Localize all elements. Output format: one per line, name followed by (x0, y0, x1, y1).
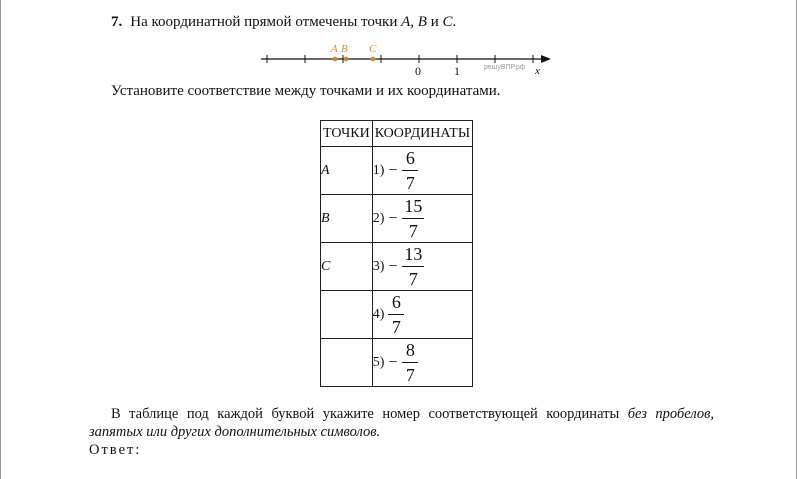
coordinate-option (373, 149, 419, 192)
point-c-marker (371, 57, 376, 62)
table-row (321, 291, 473, 339)
option-number: 4) (372, 306, 385, 322)
question-sep-2: и (426, 14, 443, 30)
coordinate-cell (372, 339, 472, 387)
watermark: решуВПР.рф (484, 64, 526, 71)
question-sep-1: , (410, 14, 418, 30)
minus-sign: − (388, 209, 398, 227)
option-number: 3) (372, 258, 385, 274)
answer-label: Ответ: (89, 442, 142, 458)
fraction (402, 149, 418, 192)
question-point-c: C (442, 14, 453, 30)
axis-arrow-icon (541, 55, 551, 63)
coordinate-option (373, 341, 419, 384)
header-points: ТОЧКИ (321, 121, 373, 147)
question-point-b: B (417, 14, 427, 30)
fraction-denominator: 7 (405, 173, 415, 193)
point-cell: B (321, 195, 373, 243)
footer-paragraph (89, 405, 714, 441)
fraction (402, 341, 418, 384)
point-a-marker (333, 57, 338, 62)
point-cell: A (321, 147, 373, 195)
option-number: 2) (372, 210, 385, 226)
table-row (321, 195, 473, 243)
question-line (111, 14, 456, 31)
instruction-text: Установите соответствие между точками и их координатами. (111, 83, 501, 99)
zero-label: 0 (415, 64, 421, 78)
footer-italic-text: без пробелов, запятых или других дополнительных символов. (89, 406, 715, 440)
question-text: На координатной прямой отмечены точки (130, 14, 402, 30)
coordinate-option (373, 197, 425, 240)
point-a-label: A (331, 43, 338, 55)
question-number: 7. (111, 14, 123, 30)
fraction (402, 197, 424, 240)
minus-sign: − (388, 353, 398, 371)
point-cell: C (321, 243, 373, 291)
point-b-marker (344, 57, 349, 62)
axis-label: x (535, 65, 540, 77)
matching-table (320, 120, 473, 387)
fraction (388, 293, 404, 336)
fraction (402, 245, 424, 288)
fraction-denominator: 7 (405, 365, 415, 385)
coordinate-cell (372, 195, 472, 243)
one-label: 1 (454, 64, 460, 78)
option-number: 5) (372, 354, 385, 370)
option-number: 1) (372, 162, 385, 178)
coordinate-cell (372, 147, 472, 195)
point-b-label: B (341, 43, 348, 55)
coordinate-cell (372, 243, 472, 291)
table-row (321, 339, 473, 387)
header-coords: КООРДИНАТЫ (372, 121, 472, 147)
minus-sign: − (388, 161, 398, 179)
question-end: . (452, 14, 457, 30)
point-cell (321, 291, 373, 339)
point-c-label: C (369, 43, 377, 55)
table-row (321, 147, 473, 195)
fraction-numerator: 15 (402, 197, 424, 219)
fraction-denominator: 7 (391, 317, 401, 337)
fraction-denominator: 7 (408, 221, 418, 241)
table-header-row (321, 121, 473, 147)
footer-instructions (89, 405, 714, 459)
fraction-denominator: 7 (408, 269, 418, 289)
number-line (256, 38, 556, 80)
table-row (321, 243, 473, 291)
fraction-numerator: 13 (402, 245, 424, 267)
point-cell (321, 339, 373, 387)
fraction-numerator: 8 (402, 341, 418, 363)
fraction-numerator: 6 (402, 149, 418, 171)
minus-sign: − (388, 257, 398, 275)
coordinate-cell (372, 291, 472, 339)
coordinate-option (373, 245, 425, 288)
fraction-numerator: 6 (388, 293, 404, 315)
footer-text: В таблице под каждой буквой укажите номер соответствующей координаты (111, 406, 628, 422)
question-point-a: A (401, 14, 411, 30)
coordinate-option (373, 293, 405, 336)
